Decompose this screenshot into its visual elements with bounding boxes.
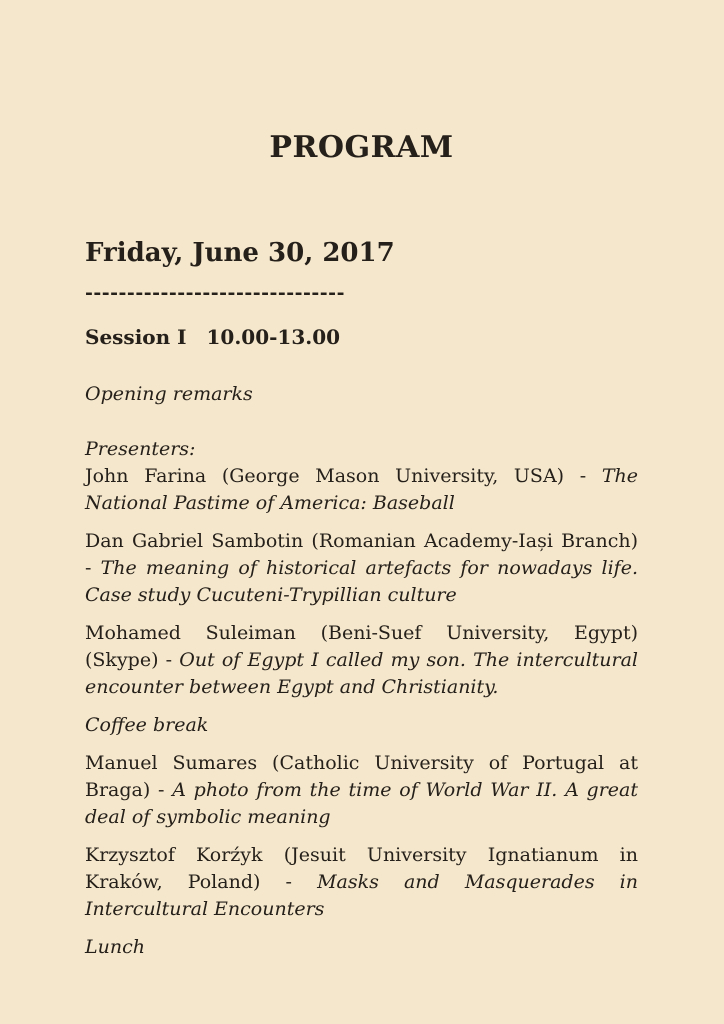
presentation-entry: [85, 528, 638, 609]
dashed-divider: -------------------------------: [85, 282, 345, 304]
session-time: 10.00-13.00: [206, 325, 341, 349]
document-title: PROGRAM: [269, 130, 454, 165]
remark-text: Presenters:: [85, 438, 196, 460]
talk-title: The National Pastime of America: Baseball: [85, 465, 638, 514]
remark-text: Coffee break: [85, 714, 209, 736]
presentation-entry: [85, 842, 638, 923]
talk-title: Masks and Masquerades in Intercultural Encounters: [85, 871, 638, 920]
remark-text: Lunch: [85, 936, 145, 958]
presenter-and-affiliation: Mohamed Suleiman (Beni-Suef University, Egypt) (Skype) -: [85, 622, 638, 671]
program-remark: [85, 934, 638, 961]
program-items: [85, 381, 638, 961]
presentation-entry: [85, 620, 638, 701]
program-remark: [85, 436, 638, 463]
talk-title: Out of Egypt I called my son. The intercultural encounter between Egypt and Christianity.: [85, 649, 639, 698]
date-heading: Friday, June 30, 2017: [85, 238, 395, 268]
presenter-and-affiliation: Manuel Sumares (Catholic University of Portugal at Braga) -: [85, 752, 638, 801]
talk-title: A photo from the time of World War II. A great deal of symbolic meaning: [85, 779, 638, 828]
remark-text: Opening remarks: [85, 383, 253, 405]
presentation-entry: [85, 750, 638, 831]
presenter-and-affiliation: Dan Gabriel Sambotin (Romanian Academy-Iași Branch) -: [85, 530, 638, 579]
presenter-and-affiliation: John Farina (George Mason University, USA) -: [85, 465, 602, 487]
presenter-and-affiliation: Krzysztof Korźyk (Jesuit University Ignatianum in Kraków, Poland) -: [85, 844, 638, 893]
session-label: Session I: [85, 325, 187, 349]
presentation-entry: [85, 463, 638, 517]
program-remark: [85, 381, 638, 408]
session-heading: [85, 323, 638, 351]
talk-title: The meaning of historical artefacts for nowadays life. Case study Cucuteni-Trypillian culture: [85, 557, 638, 606]
program-remark: [85, 712, 638, 739]
